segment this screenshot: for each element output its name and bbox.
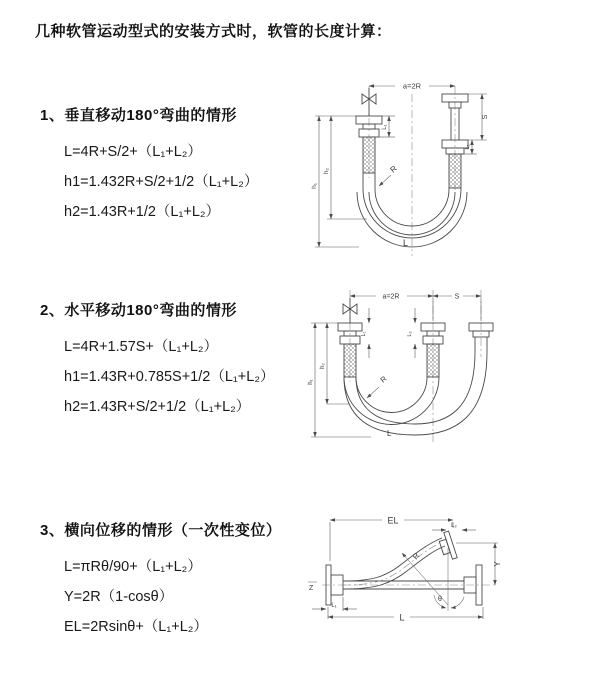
d1-dim-l2-label: L₂ [465, 144, 471, 150]
formula-3-2: Y=2R（1-cosθ） [64, 589, 174, 605]
d1-dim-l1-label: L₁ [382, 124, 388, 130]
formula-3-1: L=πRθ/90+（L₁+L₂） [64, 559, 202, 575]
d3-y-dimension [456, 543, 502, 585]
d1-l1-dimension [379, 116, 395, 137]
section-2 [40, 299, 274, 422]
d2-l1-dimension [361, 308, 369, 358]
d3-dim-l1-label: L₁ [331, 603, 337, 609]
d2-radius-callout [367, 374, 389, 398]
d3-angle-construction [402, 548, 464, 611]
d1-dim-a2r-label: a=2R [402, 81, 422, 91]
formula-2-1: L=4R+1.57S+（L₁+L₂） [64, 339, 219, 355]
d3-z-label: Z [309, 585, 314, 592]
section-2-heading: 2、水平移动180°弯曲的情形 [40, 302, 237, 319]
d2-dim-h1-label: h₁ [308, 379, 314, 385]
d1-dimension-a2r [369, 80, 455, 91]
d2-l2-dimension [407, 308, 415, 358]
d2-dim-s-label: S [454, 293, 460, 301]
d2-dim-l1-label: L₁ [361, 331, 367, 337]
d3-radius-label: R [410, 550, 422, 562]
d3-moved-flange [437, 531, 457, 561]
d2-length-label: L [387, 429, 392, 438]
section-1-heading: 1、垂直移动180°弯曲的情形 [40, 107, 237, 124]
d3-dim-el-label: EL [387, 515, 399, 526]
diagram-horizontal-180-bend [303, 282, 600, 460]
d2-middle-fitting [421, 323, 445, 377]
formula-3-3: EL=2Rsinθ+（L₁+L₂） [64, 619, 208, 635]
d1-valve-icon [362, 88, 376, 116]
d3-dim-y-label: Y [493, 561, 502, 567]
d3-l1-dimension [312, 597, 357, 611]
d1-centerlines [369, 86, 455, 256]
d1-dim-h1-label: h₁ [311, 183, 318, 189]
formula-2-3: h2=1.43R+S/2+1/2（L₁+L₂） [64, 399, 251, 415]
d3-l2-dimension [432, 523, 476, 530]
d3-z-mark [308, 582, 317, 592]
d1-dim-h2-label: h₂ [323, 167, 330, 175]
d2-left-fitting [338, 323, 362, 377]
d2-top-dimensions [350, 290, 481, 321]
d1-dim-s-label: S [482, 114, 489, 120]
d1-radius-label: R [388, 163, 399, 175]
d3-el-dimension [330, 514, 453, 561]
diagram-vertical-180-bend [305, 68, 545, 260]
formula-2-2: h1=1.43R+0.785S+1/2（L₁+L₂） [64, 369, 275, 385]
formula-1-1: L=4R+S/2+（L₁+L₂） [64, 144, 202, 160]
d3-l-dimension [328, 607, 483, 623]
diagram-lateral-displacement [296, 503, 600, 653]
section-1 [40, 104, 258, 227]
d2-dim-a2r-label: a=2R [382, 293, 400, 301]
section-3 [40, 519, 281, 642]
d3-dim-l2-label: L₂ [451, 523, 457, 529]
d2-radius-label: R [378, 374, 389, 385]
d1-right-dimensions [464, 94, 489, 154]
d2-dim-h2-label: h₂ [320, 363, 326, 369]
page-title: 几种软管运动型式的安装方式时，软管的长度计算： [35, 23, 392, 40]
d2-dim-l2-label: L₂ [407, 331, 413, 337]
d1-radius-callout [379, 164, 399, 186]
section-3-heading: 3、横向位移的情形（一次性变位） [40, 522, 282, 539]
d1-length-label: L [403, 238, 409, 248]
d2-valve-icon [343, 298, 357, 323]
d3-theta-label: θ [438, 596, 442, 603]
d3-dim-l-label: L [399, 612, 405, 623]
formula-1-2: h1=1.432R+S/2+1/2（L₁+L₂） [64, 174, 259, 190]
d2-hose-loops [344, 352, 487, 435]
formula-1-3: h2=1.43R+1/2（L₁+L₂） [64, 204, 221, 220]
